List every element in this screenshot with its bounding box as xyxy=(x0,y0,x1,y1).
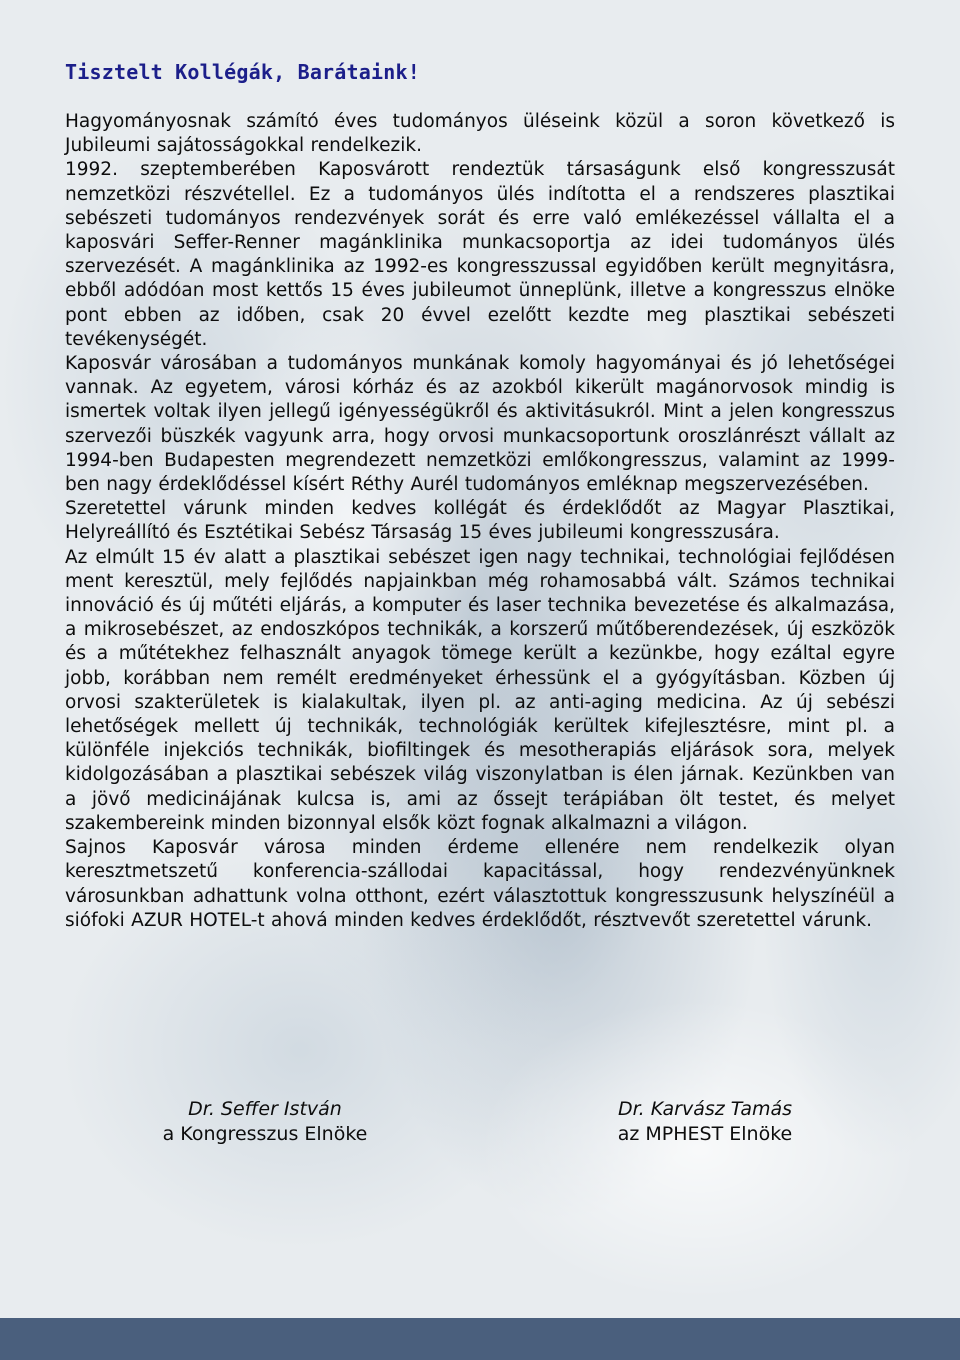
signature-left-role: a Kongresszus Elnöke xyxy=(162,1123,368,1145)
paragraph-developments: Az elmúlt 15 év alatt a plasztikai sebészet igen nagy technikai, technológiai fejlődésen ment keresztül, mely fejlődés napjainkban még rohamosabbá vált. Számos technikai innováció és új műtéti eljárás, a komputer és laser technika bevezetése és alkalmazása, a mikrosebészet, az endoszkópos technikák, a korszerű műtőberendezések, új eszközök és a műtétekhez felhasznált anyagok tömege került a kezünkbe, hogy ezáltal egyre jobb, korábban nem remélt eredményeket érhessünk el a gyógyításban. Közben új orvosi szakterületek is kialakultak, ilyen pl. az anti-aging medicina. Az új sebészi lehetőségek mellett új technikák, technológiák kerültek kifejlesztésre, mint pl. a különféle injekciós technikák, biofiltingek és mesotherapiás eljárások sora, melyek kidolgozásában a plasztikai sebészek világ viszonylatban is élen járnak. Kezünkben van a jövő medicinájának kulcsa is, ami az őssejt terápiában ölt testet, és melyet szakembereink minden bizonnyal elsők közt fognak alkalmazni a világon. xyxy=(65,546,895,834)
paragraph-invitation: Szeretettel várunk minden kedves kollégát és érdeklődőt az Magyar Plasztikai, Helyreállító és Esztétikai Sebész Társaság 15 éves jubileumi kongresszusára. xyxy=(65,498,895,544)
letter-greeting: Tisztelt Kollégák, Barátaink! xyxy=(65,60,420,84)
signature-left-name: Dr. Seffer István xyxy=(188,1098,342,1120)
paragraph-venue: Sajnos Kaposvár városa minden érdeme ellenére nem rendelkezik olyan keresztmetszetű konferencia-szállodai kapacitással, hogy rendezvényünknek városunkban adhattunk volna otthont, ezért választottuk kongresszusunk helyszínéül a siófoki AZUR HOTEL-t ahová minden kedves érdeklődőt, résztvevőt szeretettel várunk. xyxy=(65,837,895,931)
signature-right-name: Dr. Karvász Tamás xyxy=(617,1098,793,1120)
paragraph-history: 1992. szeptemberében Kaposvárott rendeztük társaságunk első kongresszusát nemzetközi részvétellel. Ez a tudományos ülés indította el a rendszeres plasztikai sebészeti tudományos rendezvények sorát és erre való emlékezéssel vállalta el a kaposvári Seffer-Renner magánklinika munkacsoportja az idei tudományos ülés szervezését. A magánklinika az 1992-es kongresszussal egyidőben került megnyitásra, ebből adódóan most kettős 15 éves jubileumot ünneplünk, illetve a kongresszus elnöke pont ebben az időben, csak 20 évvel ezelőtt kezdte meg plasztikai sebészeti tevékenységét. xyxy=(65,159,895,350)
paragraph-kaposvar: Kaposvár városában a tudományos munkának komoly hagyományai és jó lehetőségei vannak. Az egyetem, városi kórház és az azokból kikerült magánorvosok mindig is ismertek voltak ilyen jellegű igényességükről és aktivitásukról. Mint a jelen kongresszus szervezői büszkék vagyunk arra, hogy orvosi munkacsoportunk oroszlánrészt vállalt az 1994-ben Budapesten megrendezett nemzetközi emlőkongresszus, valamint az 1999-ben nagy érdeklődéssel kísért Réthy Aurél tudományos emléknap megszervezésében. xyxy=(65,353,895,496)
footer-bar xyxy=(0,1318,960,1360)
paragraph-intro: Hagyományosnak számító éves tudományos üléseink közül a soron következő is Jubileumi sajátosságokkal rendelkezik. xyxy=(65,111,895,157)
signature-right-role: az MPHEST Elnöke xyxy=(617,1123,793,1145)
letter-body xyxy=(65,60,895,933)
signature-left xyxy=(115,1097,415,1147)
signature-right xyxy=(555,1097,855,1147)
